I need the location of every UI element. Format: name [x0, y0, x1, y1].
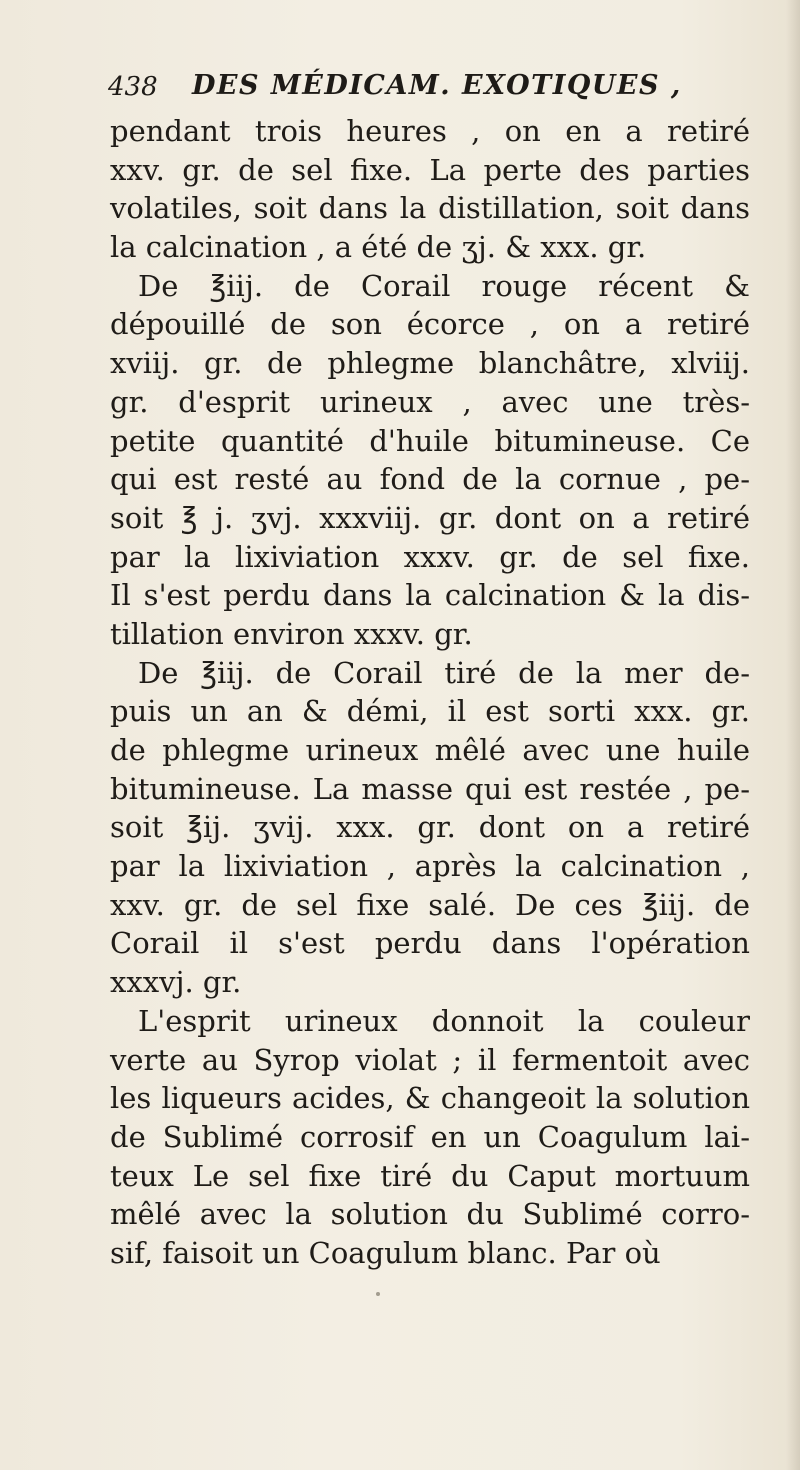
text-line: bitumineuse. La masse qui est restée , pe- — [110, 771, 750, 806]
text-line: tillation environ xxxv. gr. — [110, 616, 473, 651]
text-line: par la lixiviation , après la calcination , — [110, 849, 750, 884]
text-line: petite quantité d'huile bitumineuse. Ce — [110, 423, 750, 458]
text-line: volatiles, soit dans la distillation, soit dans — [110, 191, 750, 226]
text-line: de phlegme urineux mêlé avec une huile — [110, 733, 750, 767]
text-line: teux Le sel fixe tiré du Caput mortuum — [110, 1158, 750, 1193]
text-line: gr. d'esprit urineux , avec une très- — [110, 384, 750, 419]
text-line: la calcination , a été de ʒj. & xxx. gr. — [110, 230, 647, 265]
text-line: soit ℥ j. ʒvj. xxxviij. gr. dont on a retiré — [110, 500, 750, 535]
text-line: qui est resté au fond de la cornue , pe- — [110, 462, 750, 497]
text-line: xxv. gr. de sel fixe. La perte des parties — [110, 152, 750, 187]
running-head: DES MÉDICAM. EXOTIQUES , — [192, 70, 682, 101]
text-line: sif, faisoit un Coagulum blanc. Par où — [110, 1235, 661, 1270]
text-line: De ℥iij. de Corail tiré de la mer de- — [138, 655, 750, 690]
text-line: Il s'est perdu dans la calcination & la dis- — [110, 578, 750, 613]
text-line: xviij. gr. de phlegme blanchâtre, xlviij. — [110, 346, 750, 381]
text-line: Corail il s'est perdu dans l'opération — [110, 926, 750, 961]
page-header — [108, 68, 758, 114]
page-edge-shadow — [786, 0, 800, 1470]
text-line: pendant trois heures , on en a retiré — [110, 114, 750, 148]
text-line: de Sublimé corrosif en un Coagulum lai- — [110, 1119, 750, 1154]
text-line: De ℥iij. de Corail rouge récent & — [138, 268, 750, 303]
body-text — [110, 112, 750, 1273]
text-line: verte au Syrop violat ; il fermentoit avec — [110, 1042, 750, 1077]
page-number: 438 — [108, 72, 158, 102]
text-line: xxxvj. gr. — [110, 965, 242, 1000]
text-line: les liqueurs acides, & changeoit la solution — [110, 1081, 750, 1116]
text-line: L'esprit urineux donnoit la couleur — [138, 1003, 750, 1038]
text-line: dépouillé de son écorce , on a retiré — [110, 307, 750, 342]
text-line: soit ℥ij. ʒvij. xxx. gr. dont on a retiré — [110, 810, 750, 845]
text-line: xxv. gr. de sel fixe salé. De ces ℥iij. de — [110, 887, 750, 922]
ink-speck — [376, 1292, 380, 1296]
text-line: puis un an & démi, il est sorti xxx. gr. — [110, 694, 750, 729]
text-line: mêlé avec la solution du Sublimé corro- — [110, 1197, 750, 1232]
text-line: par la lixiviation xxxv. gr. de sel fixe. — [110, 539, 750, 574]
